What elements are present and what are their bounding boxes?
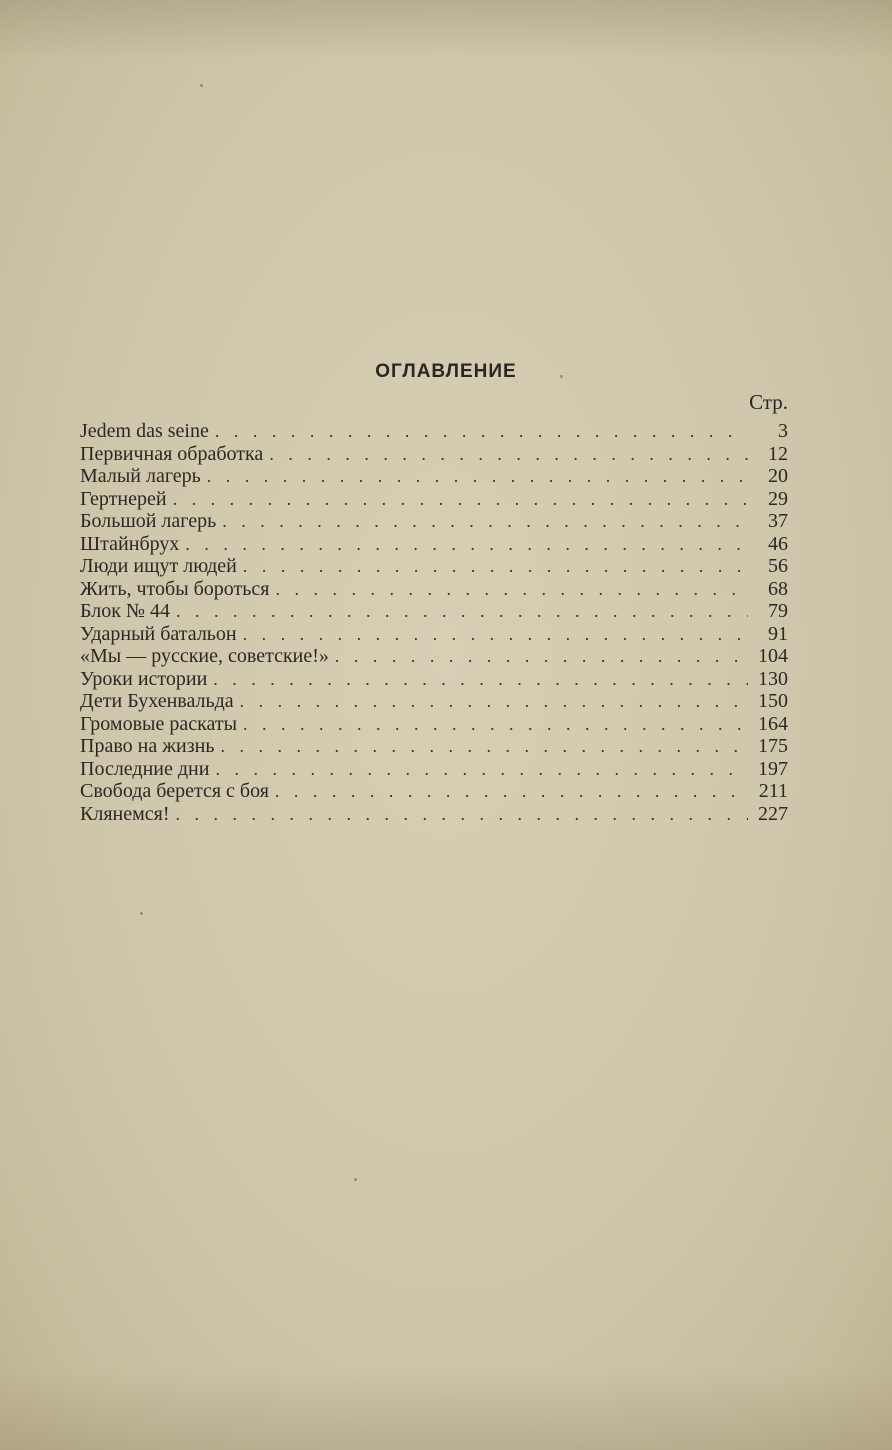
toc-entry	[80, 488, 788, 511]
toc-dot-leader	[176, 600, 748, 623]
toc-dot-leader	[335, 645, 748, 668]
toc-entry	[80, 555, 788, 578]
toc-entry-title: Малый лагерь	[80, 465, 201, 487]
toc-entry	[80, 690, 788, 713]
toc-entry-page-number: 211	[758, 780, 788, 802]
toc-dot-leader	[173, 488, 748, 511]
toc-entry	[80, 803, 788, 826]
toc-entry-title: Штайнбрух	[80, 532, 180, 555]
toc-dot-leader	[176, 803, 749, 826]
toc-entry-page-number: 227	[758, 802, 788, 825]
toc-entry-page-number: 68	[768, 577, 788, 600]
toc-entry	[80, 780, 788, 803]
toc-entry-title: Последние дни	[80, 757, 210, 780]
toc-entry	[80, 578, 788, 601]
toc-dot-leader	[222, 510, 748, 533]
toc-entry	[80, 420, 788, 443]
toc-dot-leader	[275, 780, 748, 803]
toc-dot-leader	[243, 555, 748, 578]
toc-dot-leader	[269, 443, 748, 466]
toc-entry-page-number: 79	[768, 600, 788, 622]
toc-entry-page-number: 91	[768, 622, 788, 645]
paper-speck	[354, 1178, 357, 1181]
toc-entry-page-number: 46	[768, 532, 788, 555]
toc-entry-page-number: 175	[758, 735, 788, 757]
toc-dot-leader	[243, 623, 748, 646]
toc-entry-page-number: 56	[768, 555, 788, 577]
toc-entry	[80, 713, 788, 736]
toc-entry-title: Дети Бухенвальда	[80, 690, 234, 712]
toc-entry	[80, 600, 788, 623]
toc-entry	[80, 645, 788, 668]
toc-entry-title: Жить, чтобы бороться	[80, 577, 270, 600]
toc-dot-leader	[215, 758, 748, 781]
toc-dot-leader	[207, 465, 748, 488]
toc-entry-title: Jedem das seine	[80, 420, 209, 442]
toc-dot-leader	[240, 690, 748, 713]
toc-entry	[80, 758, 788, 781]
toc-entry	[80, 623, 788, 646]
toc-entry-page-number: 197	[758, 757, 788, 780]
toc-dot-leader	[243, 713, 748, 736]
paper-speck	[140, 912, 143, 915]
toc-entry-page-number: 3	[778, 420, 788, 442]
toc-dot-leader	[185, 533, 748, 556]
toc-dot-leader	[213, 668, 748, 691]
toc-entry-page-number: 37	[768, 510, 788, 532]
toc-dot-leader	[275, 578, 748, 601]
page-title: ОГЛАВЛЕНИЕ	[375, 361, 517, 382]
toc-entry-title: Клянемся!	[80, 802, 170, 825]
toc-entry	[80, 668, 788, 691]
toc-dot-leader	[215, 420, 748, 443]
toc-entry-title: Гертнерей	[80, 487, 167, 510]
toc-entry-page-number: 130	[758, 667, 788, 690]
toc-entry	[80, 443, 788, 466]
toc-entry-page-number: 29	[768, 487, 788, 510]
toc-entry-title: «Мы — русские, советские!»	[80, 645, 329, 667]
toc-entry-title: Право на жизнь	[80, 735, 215, 757]
toc-dot-leader	[220, 735, 748, 758]
page-edge-shading-top	[0, 0, 892, 60]
toc-entry-title: Блок № 44	[80, 600, 170, 622]
page-edge-shading-bottom	[0, 1370, 892, 1450]
toc-entry-page-number: 104	[758, 645, 788, 667]
paper-speck	[200, 84, 203, 87]
toc-entry-title: Первичная обработка	[80, 442, 264, 465]
toc-entry	[80, 510, 788, 533]
toc-entry-title: Люди ищут людей	[80, 555, 237, 577]
toc-entry-page-number: 12	[768, 442, 788, 465]
toc-entry-title: Большой лагерь	[80, 510, 217, 532]
toc-entry-title: Громовые раскаты	[80, 712, 238, 735]
toc-entry	[80, 533, 788, 556]
toc-entry-page-number: 20	[768, 465, 788, 487]
toc-entry-title: Ударный батальон	[80, 622, 237, 645]
toc-entry-title: Уроки истории	[80, 667, 208, 690]
toc-entry-title: Свобода берется с боя	[80, 780, 269, 802]
toc-entry-page-number: 164	[758, 712, 788, 735]
page-column-label: Стр.	[749, 390, 788, 414]
toc-entry-page-number: 150	[758, 690, 788, 712]
toc-entry	[80, 465, 788, 488]
toc-entry	[80, 735, 788, 758]
table-of-contents	[80, 420, 788, 825]
